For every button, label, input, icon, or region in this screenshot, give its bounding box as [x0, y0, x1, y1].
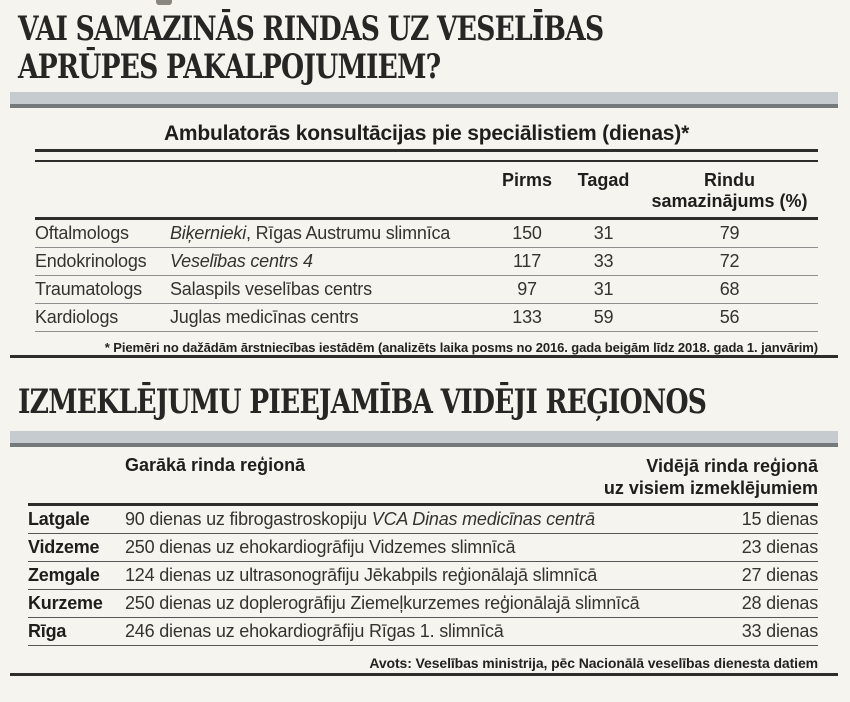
- average-value: 15 dienas: [741, 509, 818, 529]
- column-header-reduction: [641, 170, 818, 212]
- average-value: 27 dienas: [741, 565, 818, 585]
- specialist-cell: Endokrinologs: [35, 251, 147, 271]
- horizontal-rule: [10, 673, 838, 676]
- table-header-row: [28, 453, 818, 506]
- reduction-value: 79: [719, 223, 740, 243]
- footnote: * Piemēri no dažādām ārstniecības iestādēm (analizēts laika posms no 2016. gada beigām līdz 2018. gada 1. janvārim): [104, 340, 818, 355]
- pirms-value: 150: [512, 223, 542, 243]
- pirms-value: 133: [512, 307, 542, 327]
- facility-cell: Salaspils veselības centrs: [170, 279, 372, 299]
- description-cell: 250 dienas uz ehokardiogrāfiju Vidzemes slimnīcā: [125, 537, 516, 557]
- specialist-cell: Oftalmologs: [35, 223, 129, 243]
- facility-cell: Veselības centrs 4: [170, 251, 313, 271]
- region-cell: Kurzeme: [28, 593, 103, 613]
- table-row: [28, 562, 818, 590]
- main-title-line1: VAI SAMAZINĀS RINDAS UZ VESELĪBAS: [18, 9, 604, 49]
- table-row: [35, 248, 818, 276]
- description-cell: 250 dienas uz doplerogrāfiju Ziemeļkurzemes reģionālajā slimnīcā: [125, 593, 640, 613]
- table-row: [35, 304, 818, 332]
- table-header-row: [35, 162, 818, 220]
- divider-bar: [10, 431, 838, 447]
- table-row: [28, 618, 818, 646]
- description-cell: 246 dienas uz ehokardiogrāfiju Rīgas 1. slimnīcā: [125, 621, 504, 641]
- column-header-reduction-line2: samazinājums (%): [651, 191, 808, 211]
- specialist-cell: Kardiologs: [35, 307, 119, 327]
- consultations-table: [35, 122, 818, 355]
- description-cell: 124 dienas uz ultrasonogrāfiju Jēkabpils reģionālajā slimnīcā: [125, 565, 598, 585]
- column-header-pirms: Pirms: [501, 170, 553, 190]
- region-cell: Vidzeme: [28, 537, 100, 557]
- header-spacer: [35, 170, 170, 212]
- region-cell: Latgale: [28, 509, 90, 529]
- tagad-value: 33: [593, 251, 614, 271]
- table-row: [28, 590, 818, 618]
- column-header-average-queue: Vidējā rinda reģionā uz visiem izmeklējumiem: [603, 456, 818, 498]
- source-credit: Avots: Veselības ministrija, pēc Nacionālā veselības dienesta datiem: [369, 655, 818, 671]
- region-cell: Rīga: [28, 621, 67, 641]
- average-value: 28 dienas: [741, 593, 818, 613]
- main-title: [18, 10, 768, 86]
- column-header-reduction-line1: Rindu: [704, 170, 755, 190]
- table-title: Ambulatorās konsultācijas pie speciālistiem (dienas)*: [35, 122, 818, 152]
- facility-cell: Juglas medicīnas centrs: [170, 307, 359, 327]
- main-title-line2: APRŪPES PAKALPOJUMIEM?: [18, 47, 441, 87]
- description-cell: 90 dienas uz fibrogastroskopiju VCA Dinas medicīnas centrā: [125, 509, 595, 529]
- header-spacer: [170, 170, 488, 212]
- table-row: [28, 506, 818, 534]
- table-row: [28, 534, 818, 562]
- horizontal-rule: [10, 355, 838, 358]
- regions-table: [28, 453, 818, 671]
- tagad-value: 31: [593, 223, 614, 243]
- header-spacer: [28, 455, 125, 499]
- section-heading: IZMEKLĒJUMU PIEEJAMĪBA VIDĒJI REĢIONOS: [18, 382, 707, 422]
- divider-bar: [10, 92, 838, 108]
- column-header-tagad: Tagad: [577, 170, 630, 190]
- pirms-value: 97: [517, 279, 537, 299]
- average-value: 33 dienas: [741, 621, 818, 641]
- reduction-value: 72: [719, 251, 740, 271]
- reduction-value: 56: [719, 307, 740, 327]
- reduction-value: 68: [719, 279, 740, 299]
- page-crop-artifact: [156, 0, 172, 5]
- pirms-value: 117: [512, 251, 542, 271]
- tagad-value: 31: [593, 279, 614, 299]
- average-value: 23 dienas: [741, 537, 818, 557]
- region-cell: Zemgale: [28, 565, 100, 585]
- tagad-value: 59: [593, 307, 614, 327]
- specialist-cell: Traumatologs: [35, 279, 142, 299]
- column-header-longest-queue: Garākā rinda reģionā: [125, 455, 306, 475]
- facility-cell: Biķernieki, Rīgas Austrumu slimnīca: [170, 223, 451, 243]
- table-row: [35, 220, 818, 248]
- table-row: [35, 276, 818, 304]
